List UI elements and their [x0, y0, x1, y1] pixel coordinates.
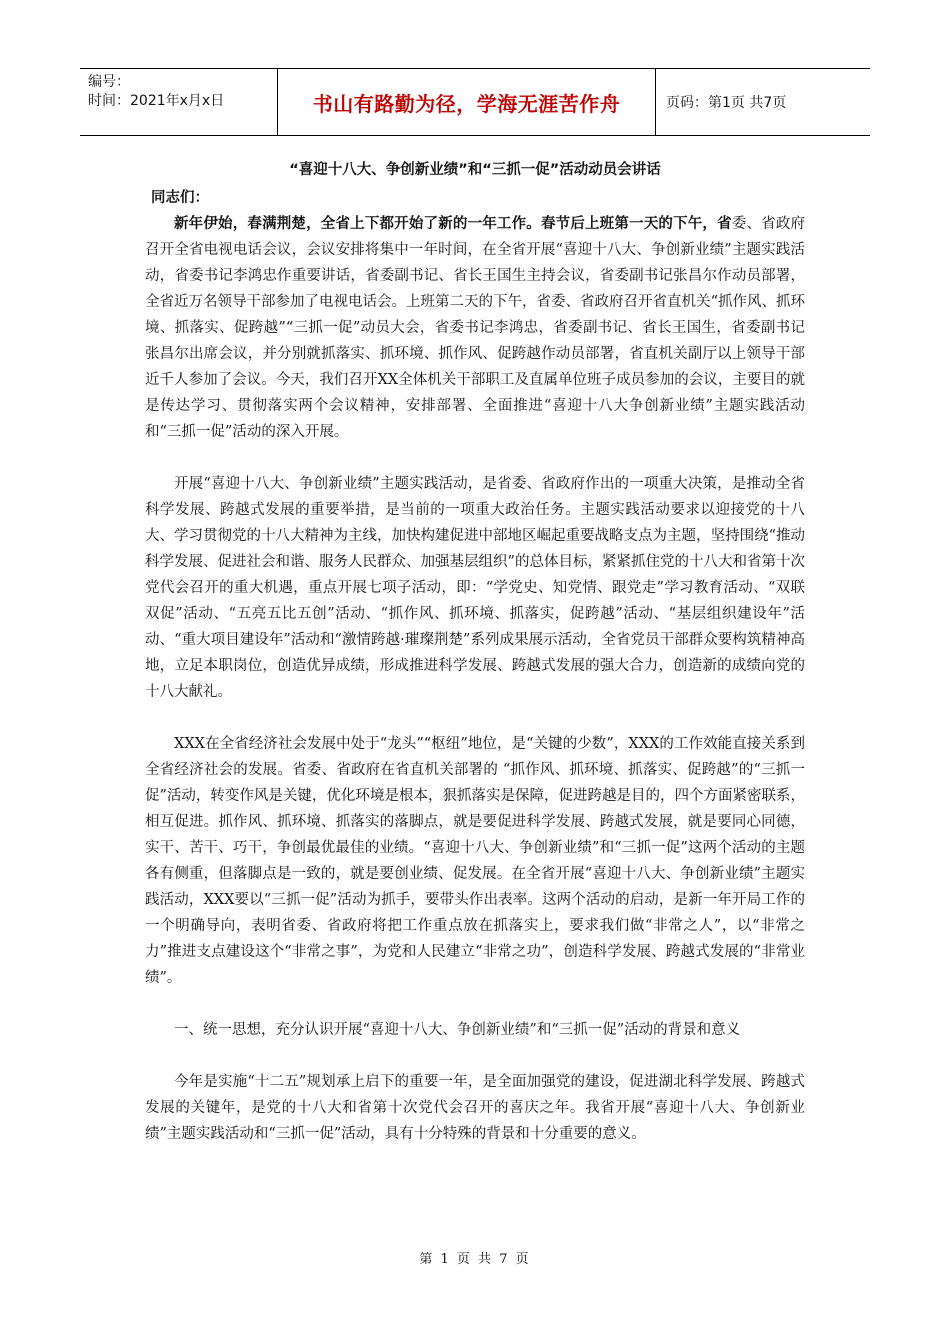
paragraph-gap [145, 1043, 805, 1069]
page-footer: 第 1 页 共 7 页 [419, 1252, 531, 1267]
section-heading: 一、统一思想，充分认识开展“喜迎十八大、争创新业绩”和“三抓一促”活动的背景和意义 [174, 1022, 741, 1038]
document-title: “喜迎十八大、争创新业绩”和“三抓一促”活动动员会讲话 [289, 162, 661, 178]
intro-bold-text: 新年伊始，春满荆楚，全省上下都开始了新的一年工作。春节后上班第一天的下午，省 [174, 216, 732, 232]
body-paragraph: 开展“喜迎十八大、争创新业绩”主题实践活动，是省委、省政府作出的一项重大决策，是推动全省科学发展、跨越式发展的重要举措，是当前的一项重大政治任务。主题实践活动要求以迎接党的十八大、学习贯彻党的十八大精神为主线，加快构建促进中部地区崛起重要战略支点为主题，坚持围绕“推动科学发展、促进社会和谐、服务人民群众、加强基层组织”的总体目标，紧紧抓住党的十八大和省第十次党代会召开的重大机遇，重点开展七项子活动，即：“学党史、知党情、跟党走”学习教育活动、“双联双促”活动、“五亮五比五创”活动、“抓作风、抓环境、抓落实，促跨越”活动、“基层组织建设年”活动、“重大项目建设年”活动和“激情跨越·璀璨荆楚”系列成果展示活动，全省党员干部群众要构筑精神高地，立足本职岗位，创造优异成绩，形成推进科学发展、跨越式发展的强大合力，创造新的成绩向党的十八大献礼。 [145, 476, 805, 700]
header-motto: 书山有路勤为径，学海无涯苦作舟 [278, 69, 656, 135]
header-date: 时间：2021年x月x日 [88, 93, 225, 109]
paragraph-gap [145, 705, 805, 731]
body-paragraph: XXX在全省经济社会发展中处于“龙头”“枢纽”地位，是“关键的少数”，XXX的工作效能直接关系到全省经济社会的发展。省委、省政府在省直机关部署的 “抓作风、抓环境、抓落实、促跨越”的“三抓一促”活动，转变作风是关键，优化环境是根本，狠抓落实是保障，促进跨越是目的，四个方面紧密联系，相互促进。抓作风、抓环境、抓落实的落脚点，就是要促进科学发展、跨越式发展，就是要同心同德，实干、苦干、巧干，争创最优最佳的业绩。“喜迎十八大、争创新业绩”和“三抓一促”这两个活动的主题各有侧重，但落脚点是一致的，就是要创业绩、促发展。在全省开展“喜迎十八大、争创新业绩”主题实践活动，XXX要以“三抓一促”活动为抓手，要带头作出表率。这两个活动的启动，是新一年开局工作的一个明确导向，表明省委、省政府将把工作重点放在抓落实上，要求我们做“非常之人”，以“非常之力”推进支点建设这个“非常之事”，为党和人民建立“非常之功”，创造科学发展、跨越式发展的“非常业绩”。 [145, 736, 805, 986]
header-number: 编号： [88, 74, 130, 90]
intro-paragraph [145, 211, 805, 445]
body-paragraph: 今年是实施“十二五”规划承上启下的重要一年，是全面加强党的建设，促进湖北科学发展、跨越式发展的关键年，是党的十八大和省第十次党代会召开的喜庆之年。我省开展“喜迎十八大、争创新业绩”主题实践活动和“三抓一促”活动，具有十分特殊的背景和十分重要的意义。 [145, 1074, 805, 1142]
header-meta [80, 69, 278, 135]
paragraph-gap [145, 445, 805, 471]
salutation: 同志们： [151, 190, 209, 206]
intro-regular-text: 委、省政府召开全省电视电话会议，会议安排将集中一年时间，在全省开展“喜迎十八大、争创新业绩”主题实践活动，省委书记李鸿忠作重要讲话，省委副书记、省长王国生主持会议，省委副书记张昌尔作动员部署，全省近万名领导干部参加了电视电话会。上班第二天的下午，省委、省政府召开省直机关“抓作风、抓环境、抓落实、促跨越”“三抓一促”动员大会，省委书记李鸿忠，省委副书记、省长王国生，省委副书记张昌尔出席会议，并分别就抓落实、抓环境、抓作风、促跨越作动员部署，省直机关副厅以上领导干部近千人参加了会议。今天，我们召开XX全体机关干部职工及直属单位班子成员参加的会议，主要目的就是传达学习、贯彻落实两个会议精神，安排部署、全面推进“喜迎十八大争创新业绩”主题实践活动和“三抓一促”活动的深入开展。 [145, 216, 806, 440]
header-page-info: 页码：第1页 共7页 [666, 95, 787, 111]
paragraph-gap [145, 991, 805, 1017]
document-body [145, 185, 805, 1147]
document-header [80, 68, 870, 136]
